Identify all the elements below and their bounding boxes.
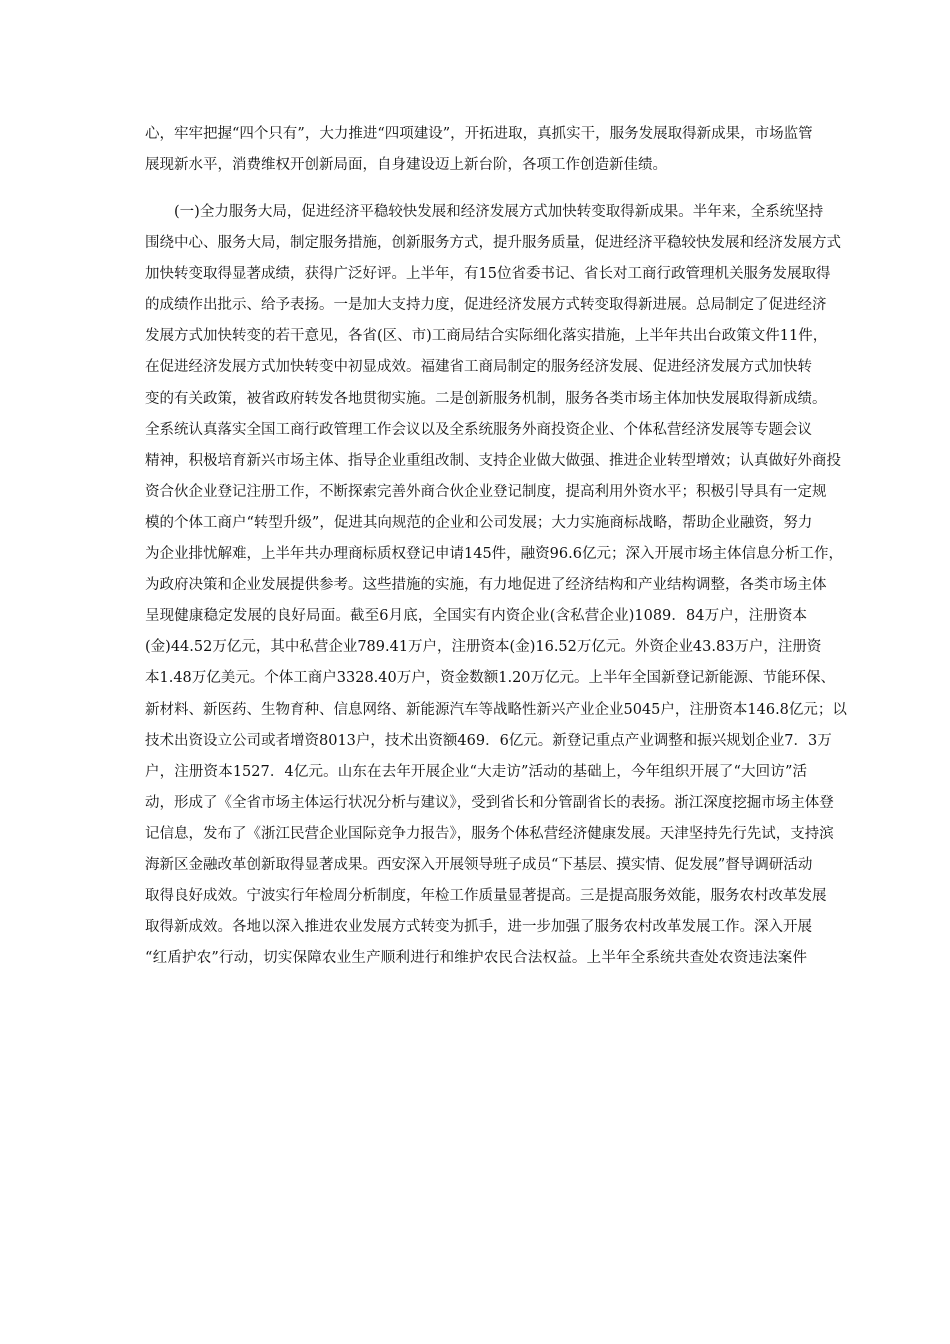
paragraph-continuation	[145, 119, 813, 181]
text-line: 海新区金融改革创新取得显著成果。西安深入开展领导班子成员“下基层、摸实情、促发展”督导调研活动	[145, 856, 813, 873]
text-line: 本1.48万亿美元。个体工商户3328.40万户，资金数额1.20万亿元。上半年全国新登记新能源、节能环保、	[145, 670, 836, 687]
text-line: 资合伙企业登记注册工作，不断探索完善外商合伙企业登记制度，提高利用外资水平；积极引导具有一定规	[145, 483, 827, 500]
text-line: 发展方式加快转变的若干意见，各省(区、市)工商局结合实际细化落实措施，上半年共出台政策文件11件，	[145, 328, 828, 345]
text-line: 围绕中心、服务大局，制定服务措施，创新服务方式，提升服务质量，促进经济平稳较快发展和经济发展方式	[145, 235, 841, 252]
text-line: 模的个体工商户“转型升级”，促进其向规范的企业和公司发展；大力实施商标战略，帮助企业融资，努力	[145, 514, 813, 531]
text-line: 在促进经济发展方式加快转变中初显成效。福建省工商局制定的服务经济发展、促进经济发展方式加快转	[145, 359, 812, 376]
text-line: “红盾护农”行动，切实保障农业生产顺利进行和维护农民合法权益。上半年全系统共查处农资违法案件	[145, 950, 807, 967]
text-line: 记信息，发布了《浙江民营企业国际竞争力报告》，服务个体私营经济健康发展。天津坚持先行先试，支持滨	[145, 825, 834, 842]
paragraph-service-overall	[145, 197, 847, 974]
text-line: 动，形成了《全省市场主体运行状况分析与建议》，受到省长和分管副省长的表扬。浙江深度挖掘市场主体登	[145, 794, 834, 811]
text-line: 全系统认真落实全国工商行政管理工作会议以及全系统服务外商投资企业、个体私营经济发展等专题会议	[145, 421, 812, 438]
text-line: 为政府决策和企业发展提供参考。这些措施的实施，有力地促进了经济结构和产业结构调整，各类市场主体	[145, 577, 827, 594]
text-line: 取得新成效。各地以深入推进农业发展方式转变为抓手，进一步加强了服务农村改革发展工作。深入开展	[145, 919, 812, 936]
text-line: 的成绩作出批示、给予表扬。一是加大支持力度，促进经济发展方式转变取得新进展。总局制定了促进经济	[145, 297, 827, 314]
text-line: 精神，积极培育新兴市场主体、指导企业重组改制、支持企业做大做强、推进企业转型增效；认真做好外商投	[145, 452, 841, 469]
text-line: 技术出资设立公司或者增资8013户，技术出资额469．6亿元。新登记重点产业调整和振兴规划企业7．3万	[145, 732, 832, 749]
text-line: 户，注册资本1527．4亿元。山东在去年开展企业“大走访”活动的基础上，今年组织开展了“大回访”活	[145, 763, 807, 780]
text-line: (一)全力服务大局，促进经济平稳较快发展和经济发展方式加快转变取得新成果。半年来，全系统坚持	[145, 204, 824, 220]
text-line: 为企业排忧解难，上半年共办理商标质权登记申请145件，融资96.6亿元；深入开展市场主体信息分析工作，	[145, 546, 843, 563]
text-line: 新材料、新医药、生物育种、信息网络、新能源汽车等战略性新兴产业企业5045户，注册资本146.8亿元；以	[145, 701, 847, 718]
text-line: 取得良好成效。宁波实行年检周分析制度，年检工作质量显著提高。三是提高服务效能，服务农村改革发展	[145, 888, 827, 905]
text-line: 心，牢牢把握“四个只有”，大力推进“四项建设”，开拓进取，真抓实干，服务发展取得新成果，市场监管	[145, 126, 813, 142]
text-line: 展现新水平，消费维权开创新局面，自身建设迈上新台阶，各项工作创造新佳绩。	[145, 157, 667, 174]
text-line: 变的有关政策，被省政府转发各地贯彻实施。二是创新服务机制，服务各类市场主体加快发展取得新成绩。	[145, 390, 827, 407]
text-line: 呈现健康稳定发展的良好局面。截至6月底，全国实有内资企业(含私营企业)1089．84万户，注册资本	[145, 608, 807, 625]
text-line: (金)44.52万亿元，其中私营企业789.41万户，注册资本(金)16.52万亿元。外资企业43.83万户，注册资	[145, 639, 822, 656]
text-line: 加快转变取得显著成绩，获得广泛好评。上半年，有15位省委书记、省长对工商行政管理机关服务发展取得	[145, 266, 831, 283]
